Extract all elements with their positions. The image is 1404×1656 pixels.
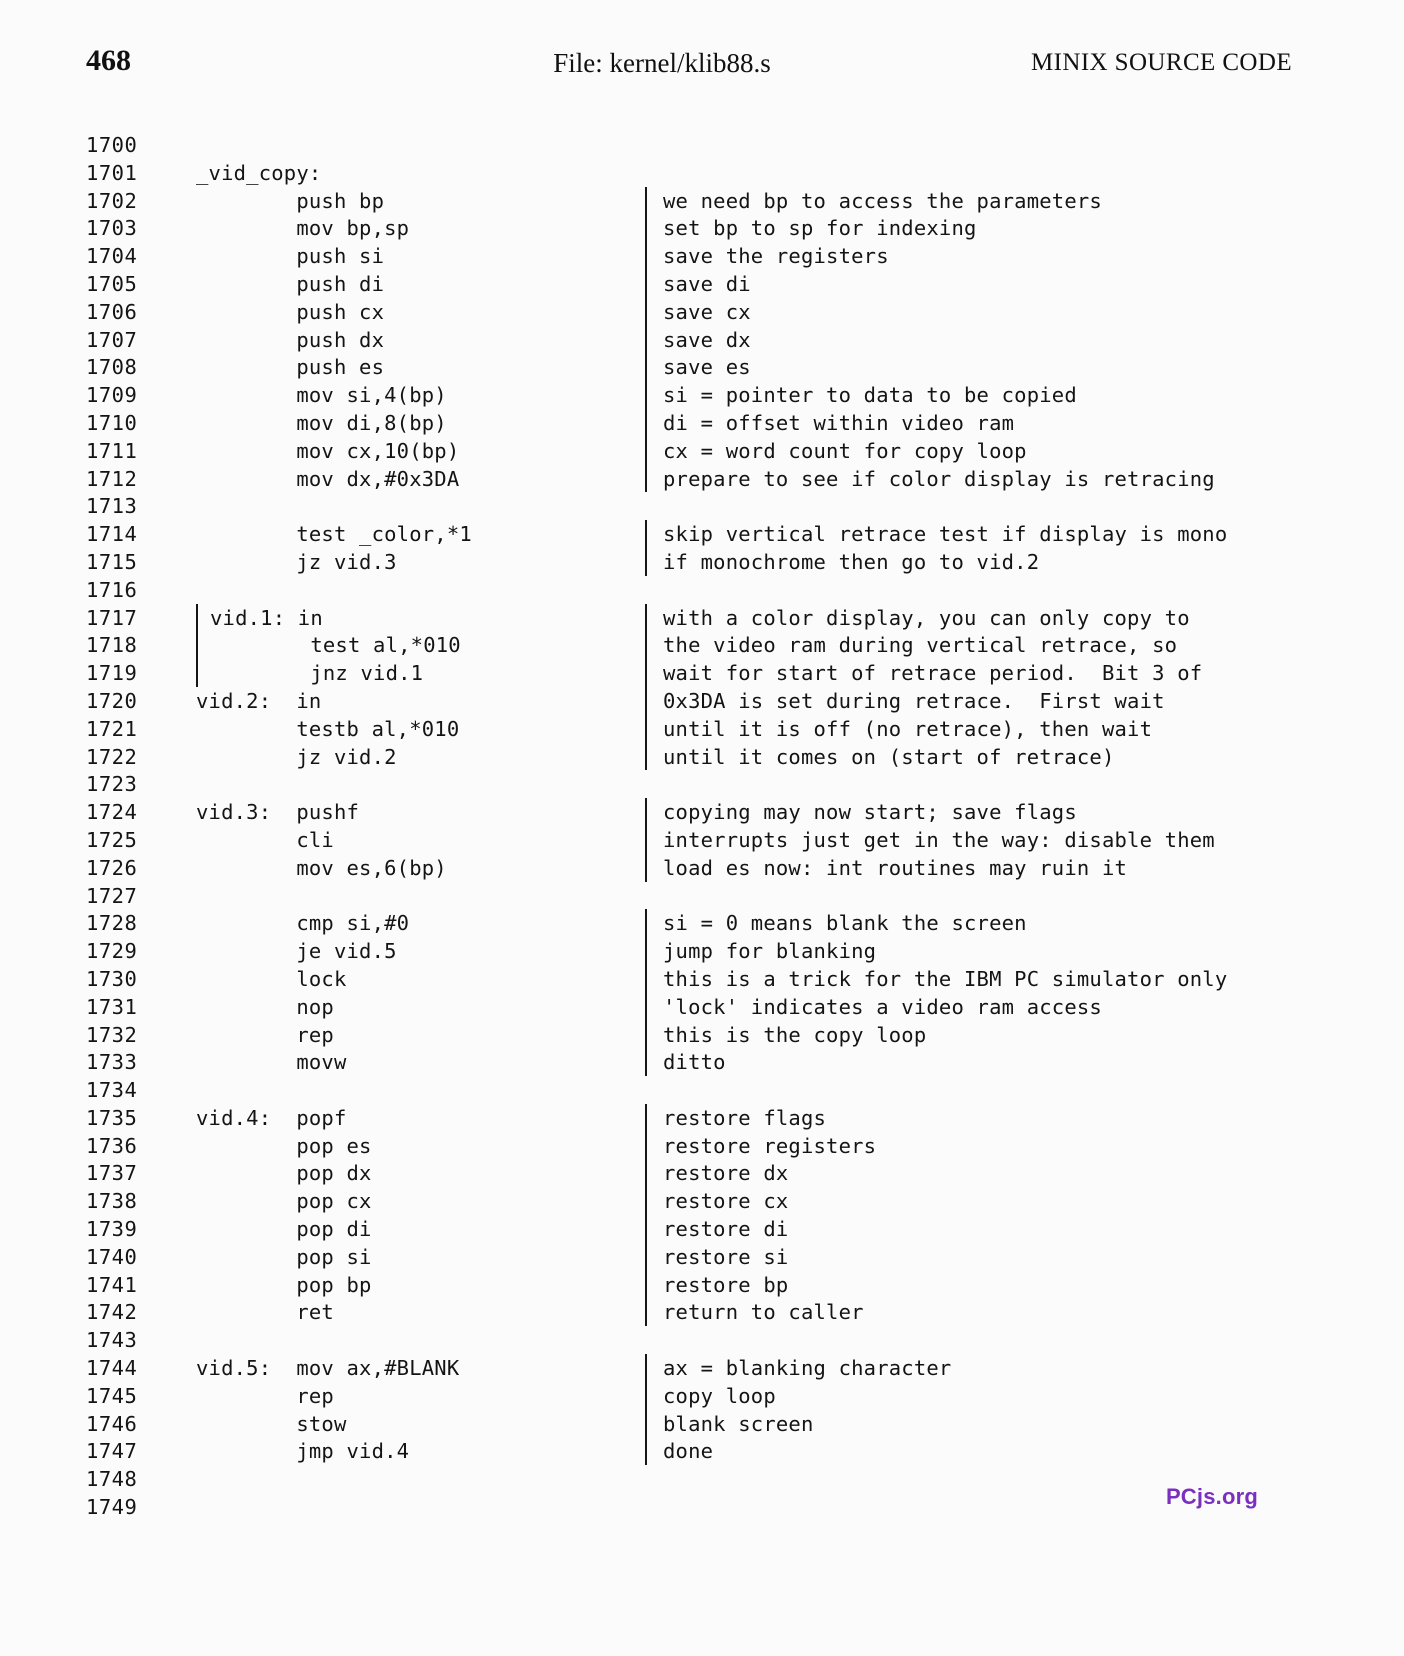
code-text: ret [196, 1300, 334, 1325]
line-number: 1735 [86, 1105, 138, 1130]
column-separator-rule [645, 993, 647, 1021]
line-number: 1716 [86, 577, 138, 602]
code-line [0, 827, 1404, 855]
code-text: testb al,*010 [196, 716, 460, 741]
column-separator-rule [645, 465, 647, 493]
line-number: 1730 [86, 966, 138, 991]
code-comment: if monochrome then go to vid.2 [663, 549, 1040, 574]
code-line [0, 1355, 1404, 1383]
code-text: movw [196, 1050, 347, 1075]
code-line [0, 160, 1404, 188]
code-text: rep [196, 1022, 334, 1047]
line-number: 1708 [86, 355, 138, 380]
line-number: 1718 [86, 633, 138, 658]
line-number: 1744 [86, 1356, 138, 1381]
line-number: 1728 [86, 911, 138, 936]
code-text: vid.2: in [196, 688, 322, 713]
line-number: 1747 [86, 1439, 138, 1464]
pcjs-watermark: PCjs.org [1165, 1484, 1258, 1509]
column-separator-rule [645, 1271, 647, 1299]
code-text: test al,*010 [210, 633, 461, 658]
line-number: 1703 [86, 216, 138, 241]
line-number: 1715 [86, 549, 138, 574]
column-separator-rule [645, 1159, 647, 1187]
code-line [0, 299, 1404, 327]
code-text: pop si [196, 1244, 372, 1269]
code-comment: done [663, 1439, 714, 1464]
page-header [0, 44, 1404, 84]
code-line [0, 549, 1404, 577]
code-line [0, 1438, 1404, 1466]
change-bar-marker [196, 631, 198, 659]
column-separator-rule [645, 520, 647, 548]
column-separator-rule [645, 1021, 647, 1049]
code-text: pop dx [196, 1161, 372, 1186]
code-comment: return to caller [663, 1300, 864, 1325]
line-number: 1713 [86, 494, 138, 519]
line-number: 1721 [86, 716, 138, 741]
column-separator-rule [645, 353, 647, 381]
line-number: 1717 [86, 605, 138, 630]
column-separator-rule [645, 270, 647, 298]
code-comment: the video ram during vertical retrace, so [663, 633, 1178, 658]
code-text: cmp si,#0 [196, 911, 410, 936]
line-number: 1719 [86, 661, 138, 686]
code-text: _vid_copy: [196, 160, 322, 185]
code-comment: save dx [663, 327, 751, 352]
code-line [0, 771, 1404, 799]
line-number: 1714 [86, 522, 138, 547]
code-line [0, 1244, 1404, 1272]
code-comment: with a color display, you can only copy to [663, 605, 1190, 630]
code-text: vid.5: mov ax,#BLANK [196, 1356, 460, 1381]
column-separator-rule [645, 1243, 647, 1271]
code-comment: jump for blanking [663, 939, 877, 964]
code-text: pop es [196, 1133, 372, 1158]
code-comment: restore dx [663, 1161, 789, 1186]
column-separator-rule [645, 409, 647, 437]
code-line [0, 243, 1404, 271]
code-line [0, 799, 1404, 827]
line-number: 1701 [86, 160, 138, 185]
change-bar-marker [196, 659, 198, 687]
line-number: 1749 [86, 1495, 138, 1520]
line-number: 1742 [86, 1300, 138, 1325]
column-separator-rule [645, 1048, 647, 1076]
line-number: 1738 [86, 1189, 138, 1214]
code-text: mov dx,#0x3DA [196, 466, 460, 491]
code-text: push cx [196, 299, 385, 324]
code-text: pop bp [196, 1272, 372, 1297]
code-text: je vid.5 [196, 939, 397, 964]
code-line [0, 716, 1404, 744]
line-number: 1702 [86, 188, 138, 213]
code-line [0, 354, 1404, 382]
column-separator-rule [645, 854, 647, 882]
code-text: push di [196, 271, 385, 296]
column-separator-rule [645, 1104, 647, 1132]
line-number: 1724 [86, 800, 138, 825]
code-comment: 'lock' indicates a video ram access [663, 994, 1102, 1019]
code-line [0, 271, 1404, 299]
code-line [0, 966, 1404, 994]
code-text: mov di,8(bp) [196, 410, 447, 435]
code-text: jz vid.3 [196, 549, 397, 574]
source-code-listing [0, 132, 1404, 1522]
line-number: 1727 [86, 883, 138, 908]
code-line [0, 438, 1404, 466]
line-number: 1739 [86, 1217, 138, 1242]
code-comment: interrupts just get in the way: disable them [663, 827, 1215, 852]
code-line [0, 1383, 1404, 1411]
line-number: 1704 [86, 244, 138, 269]
column-separator-rule [645, 298, 647, 326]
column-separator-rule [645, 604, 647, 632]
column-separator-rule [645, 381, 647, 409]
column-separator-rule [645, 965, 647, 993]
code-comment: until it comes on (start of retrace) [663, 744, 1115, 769]
code-text: push dx [196, 327, 385, 352]
column-separator-rule [645, 687, 647, 715]
column-separator-rule [645, 1215, 647, 1243]
column-separator-rule [645, 1437, 647, 1465]
line-number: 1709 [86, 383, 138, 408]
column-separator-rule [645, 187, 647, 215]
code-comment: copying may now start; save flags [663, 800, 1077, 825]
line-number: 1740 [86, 1244, 138, 1269]
code-comment: copy loop [663, 1383, 776, 1408]
line-number: 1705 [86, 271, 138, 296]
code-text: vid.3: pushf [196, 800, 360, 825]
code-line [0, 1272, 1404, 1300]
code-text: rep [196, 1383, 334, 1408]
code-comment: save es [663, 355, 751, 380]
code-text: push bp [196, 188, 385, 213]
code-text: mov bp,sp [196, 216, 410, 241]
column-separator-rule [645, 1382, 647, 1410]
column-separator-rule [645, 1187, 647, 1215]
code-comment: si = pointer to data to be copied [663, 383, 1077, 408]
code-comment: load es now: int routines may ruin it [663, 855, 1128, 880]
line-number: 1736 [86, 1133, 138, 1158]
code-comment: blank screen [663, 1411, 814, 1436]
line-number: 1700 [86, 133, 138, 157]
code-line [0, 577, 1404, 605]
code-comment: restore registers [663, 1133, 877, 1158]
code-line [0, 910, 1404, 938]
column-separator-rule [645, 326, 647, 354]
code-line [0, 994, 1404, 1022]
line-number: 1743 [86, 1328, 138, 1353]
change-bar-marker [196, 604, 198, 632]
code-line [0, 1077, 1404, 1105]
code-line [0, 215, 1404, 243]
code-comment: prepare to see if color display is retracing [663, 466, 1215, 491]
code-line [0, 1022, 1404, 1050]
code-text: nop [196, 994, 334, 1019]
code-comment: this is the copy loop [663, 1022, 927, 1047]
code-line [0, 410, 1404, 438]
code-text: jnz vid.1 [210, 661, 424, 686]
code-line [0, 938, 1404, 966]
code-line [0, 1299, 1404, 1327]
code-line [0, 1049, 1404, 1077]
code-comment: save di [663, 271, 751, 296]
line-number: 1732 [86, 1022, 138, 1047]
column-separator-rule [645, 1132, 647, 1160]
code-comment: skip vertical retrace test if display is mono [663, 522, 1228, 547]
column-separator-rule [645, 1354, 647, 1382]
page-number: 468 [86, 44, 131, 77]
code-line [0, 744, 1404, 772]
code-line [0, 1188, 1404, 1216]
code-line [0, 1327, 1404, 1355]
code-line [0, 1105, 1404, 1133]
code-text: pop cx [196, 1189, 372, 1214]
line-number: 1729 [86, 939, 138, 964]
code-comment: si = 0 means blank the screen [663, 911, 1027, 936]
line-number: 1741 [86, 1272, 138, 1297]
code-comment: ditto [663, 1050, 726, 1075]
code-text: lock [196, 966, 347, 991]
line-number: 1722 [86, 744, 138, 769]
code-line [0, 1160, 1404, 1188]
code-comment: 0x3DA is set during retrace. First wait [663, 688, 1165, 713]
line-number: 1734 [86, 1078, 138, 1103]
code-line [0, 660, 1404, 688]
code-comment: this is a trick for the IBM PC simulator only [663, 966, 1228, 991]
code-line [0, 327, 1404, 355]
code-line [0, 855, 1404, 883]
code-comment: save the registers [663, 244, 889, 269]
line-number: 1711 [86, 438, 138, 463]
code-line [0, 132, 1404, 160]
column-separator-rule [645, 798, 647, 826]
code-line [0, 466, 1404, 494]
line-number: 1748 [86, 1467, 138, 1492]
code-text: vid.1: in [210, 605, 323, 630]
code-comment: restore flags [663, 1105, 827, 1130]
line-number: 1745 [86, 1383, 138, 1408]
code-line [0, 1216, 1404, 1244]
code-comment: we need bp to access the parameters [663, 188, 1102, 213]
file-path-title: File: kernel/klib88.s [553, 48, 771, 78]
column-separator-rule [645, 909, 647, 937]
code-text: pop di [196, 1217, 372, 1242]
code-comment: set bp to sp for indexing [663, 216, 977, 241]
line-number: 1733 [86, 1050, 138, 1075]
column-separator-rule [645, 631, 647, 659]
code-text: jmp vid.4 [196, 1439, 410, 1464]
code-comment: restore cx [663, 1189, 789, 1214]
line-number: 1720 [86, 688, 138, 713]
code-text: mov es,6(bp) [196, 855, 447, 880]
line-number: 1726 [86, 855, 138, 880]
column-separator-rule [645, 214, 647, 242]
column-separator-rule [645, 242, 647, 270]
code-text: mov si,4(bp) [196, 383, 447, 408]
column-separator-rule [645, 659, 647, 687]
line-number: 1746 [86, 1411, 138, 1436]
book-title: MINIX SOURCE CODE [1031, 49, 1292, 76]
code-comment: until it is off (no retrace), then wait [663, 716, 1153, 741]
code-text: vid.4: popf [196, 1105, 347, 1130]
column-separator-rule [645, 937, 647, 965]
column-separator-rule [645, 548, 647, 576]
code-text: test _color,*1 [196, 522, 472, 547]
code-line [0, 1133, 1404, 1161]
code-comment: di = offset within video ram [663, 410, 1015, 435]
code-line [0, 188, 1404, 216]
code-line [0, 883, 1404, 911]
line-number: 1731 [86, 994, 138, 1019]
code-line [0, 632, 1404, 660]
line-number: 1723 [86, 772, 138, 797]
code-comment: wait for start of retrace period. Bit 3 of [663, 661, 1203, 686]
code-text: jz vid.2 [196, 744, 397, 769]
column-separator-rule [645, 826, 647, 854]
code-text: stow [196, 1411, 347, 1436]
code-line [0, 1411, 1404, 1439]
code-comment: cx = word count for copy loop [663, 438, 1027, 463]
code-comment: restore bp [663, 1272, 789, 1297]
column-separator-rule [645, 1298, 647, 1326]
line-number: 1710 [86, 410, 138, 435]
column-separator-rule [645, 715, 647, 743]
line-number: 1706 [86, 299, 138, 324]
code-text: cli [196, 827, 334, 852]
code-text: push si [196, 244, 385, 269]
code-comment: save cx [663, 299, 751, 324]
code-line [0, 493, 1404, 521]
line-number: 1707 [86, 327, 138, 352]
code-text: push es [196, 355, 385, 380]
code-line [0, 605, 1404, 633]
code-text: mov cx,10(bp) [196, 438, 460, 463]
code-line [0, 688, 1404, 716]
code-comment: restore di [663, 1217, 789, 1242]
column-separator-rule [645, 1410, 647, 1438]
column-separator-rule [645, 437, 647, 465]
code-line [0, 382, 1404, 410]
column-separator-rule [645, 743, 647, 771]
code-comment: restore si [663, 1244, 789, 1269]
code-comment: ax = blanking character [663, 1356, 952, 1381]
line-number: 1737 [86, 1161, 138, 1186]
line-number: 1725 [86, 827, 138, 852]
line-number: 1712 [86, 466, 138, 491]
code-line [0, 521, 1404, 549]
